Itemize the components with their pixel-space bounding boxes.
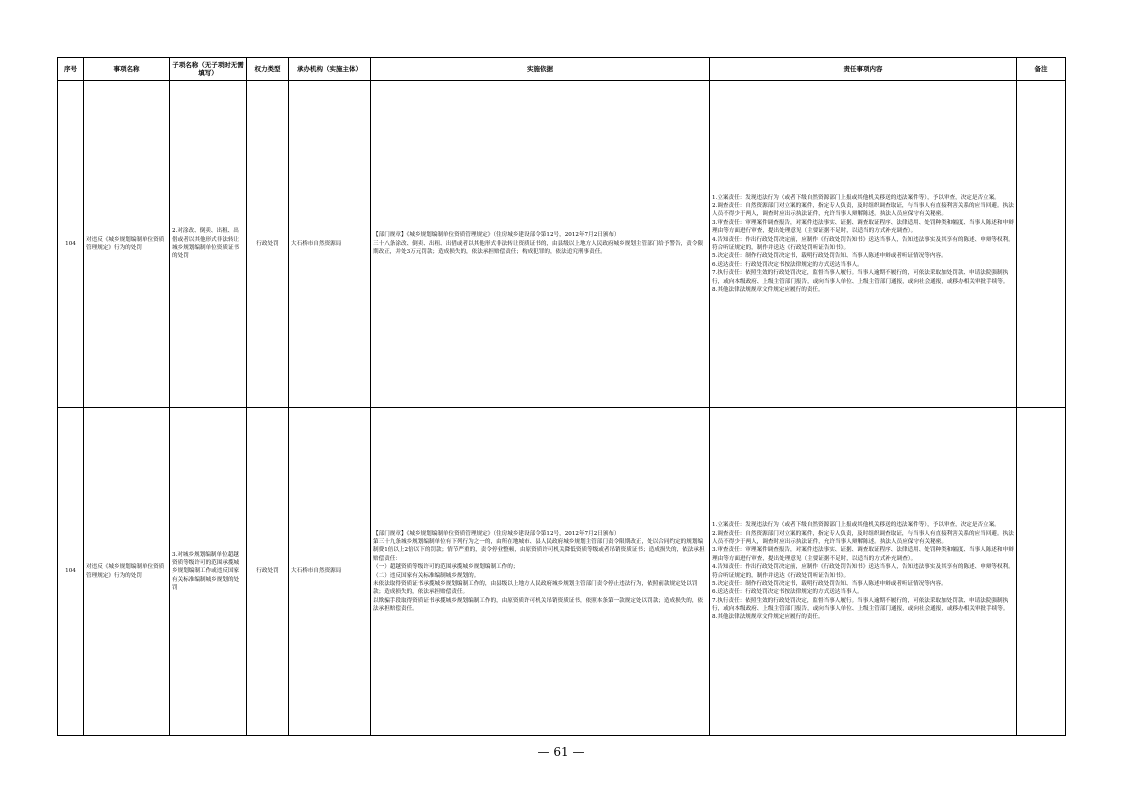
cell-no: 104 bbox=[58, 408, 84, 736]
basis-paragraph: （二）违反国家有关标准编制城乡规划的。 bbox=[373, 572, 480, 579]
cell-sub-item: 3.对城乡规划编制单位超越资质等级许可的范围承揽城乡规划编制工作或违反国家有关标准编制城乡规划的处罚 bbox=[170, 408, 247, 736]
responsibility-item: 1.立案责任：发现违法行为（或者下级自然资源部门上报或其他机关移送的违法案件等），予以审查，决定是否立案。 bbox=[712, 522, 1000, 529]
cell-item-name: 对违反《城乡规划编制单位资质管理规定》行为的处罚 bbox=[84, 81, 170, 408]
responsibility-item: 3.审查责任：审理案件调查报告，对案件违法事实、证据、调查取证程序、法律适用、处罚种类和幅度、当事人陈述和申辩理由等方面进行审查，提出处理意见（主要证据不足时，以适当的方式补充调查）。 bbox=[712, 547, 1014, 562]
header-org: 承办机构（实施主体） bbox=[289, 58, 371, 81]
responsibility-item: 2.调查责任：自然资源部门对立案的案件，指定专人负责，及时组织调查取证，与当事人有直接利害关系的应当回避。执法人员不得少于两人，调查时应出示执法证件，允许当事人辩解陈述。执法人员应保守有关秘密。 bbox=[712, 203, 1014, 218]
cell-note bbox=[1017, 408, 1066, 736]
cell-no: 104 bbox=[58, 81, 84, 408]
header-note: 备注 bbox=[1017, 58, 1066, 81]
cell-basis bbox=[371, 408, 710, 736]
header-sub-item: 子项名称（无子项时无需填写） bbox=[170, 58, 247, 81]
table-header-row bbox=[58, 58, 1066, 81]
basis-paragraph: 【部门规章】《城乡规划编制单位资质管理规定》（住房城乡建设部令第12号，2012年7月2日颁布） bbox=[373, 530, 620, 537]
responsibility-item: 2.调查责任：自然资源部门对立案的案件，指定专人负责，及时组织调查取证，与当事人有直接利害关系的应当回避。执法人员不得少于两人，调查时应出示执法证件，允许当事人辩解陈述。执法人员应保守有关秘密。 bbox=[712, 530, 1014, 545]
responsibility-item: 7.执行责任：依照生效的行政处罚决定，监督当事人履行。当事人逾期不履行的，可依法采取加处罚款、申请法院强制执行，或向本级政府、上级主管部门报告，或向当事人单位、上级主管部门通报，或向社会通报，或移办相关审批手续等。 bbox=[712, 270, 1009, 285]
basis-paragraph: 三十八条涂改、倒卖、出租、出借或者以其他形式非法转让资质证书的，由县级以上地方人民政府城乡规划主管部门给予警告，责令限期改正，并处3万元罚款；造成损失的，依法承担赔偿责任；构成犯罪的，依法追究刑事责任。 bbox=[373, 240, 704, 256]
header-responsibility: 责任事项内容 bbox=[710, 58, 1017, 81]
cell-org: 大石桥市自然资源局 bbox=[289, 81, 371, 408]
page-number: — 61 — bbox=[537, 745, 585, 759]
cell-power-type: 行政处罚 bbox=[247, 81, 289, 408]
responsibility-item: 8.其他法律法规规章文件规定应履行的责任。 bbox=[712, 614, 824, 621]
header-power-type: 权力类型 bbox=[247, 58, 289, 81]
table-row bbox=[58, 408, 1066, 736]
responsibility-item: 4.告知责任：作出行政处罚决定前，应制作《行政处罚告知书》送达当事人，告知违法事实及其享有的陈述、申辩等权利。符合听证规定的，制作并送达《行政处罚听证告知书》。 bbox=[712, 236, 1014, 251]
cell-basis bbox=[371, 81, 710, 408]
header-item-name: 事项名称 bbox=[84, 58, 170, 81]
responsibility-item: 4.告知责任：作出行政处罚决定前，应制作《行政处罚告知书》送达当事人，告知违法事实及其享有的陈述、申辩等权利。符合听证规定的，制作并送达《行政处罚听证告知书》。 bbox=[712, 564, 1014, 579]
cell-org: 大石桥市自然资源局 bbox=[289, 408, 371, 736]
responsibility-item: 5.决定责任：制作行政处罚决定书，载明行政处罚告知、当事人陈述申辩或者听证情况等内容。 bbox=[712, 253, 947, 260]
basis-paragraph: 以欺骗手段取得资质证书承揽城乡规划编制工作的，由原资质许可机关吊销资质证书，依照本条第一款规定处以罚款；造成损失的，依法承担赔偿责任。 bbox=[373, 597, 704, 613]
header-basis: 实施依据 bbox=[371, 58, 710, 81]
basis-paragraph: 第三十九条城乡规划编制单位有下列行为之一的，由所在地城市、县人民政府城乡规划主管部门责令限期改正，处以合同约定的规划编制费1倍以上2倍以下的罚款；情节严重的，责令停业整顿，由原资质许可机关降低资质等级或者吊销资质证书；造成损失的，依法承担赔偿责任： bbox=[373, 538, 705, 562]
table-row bbox=[58, 81, 1066, 408]
responsibility-item: 8.其他法律法规规章文件规定应履行的责任。 bbox=[712, 286, 824, 293]
header-no: 序号 bbox=[58, 58, 84, 81]
basis-paragraph: 未依法取得资质证书承揽城乡规划编制工作的，由县级以上地方人民政府城乡规划主管部门责令停止违法行为，依照前款规定处以罚款；造成损失的，依法承担赔偿责任。 bbox=[373, 580, 698, 596]
powers-table bbox=[57, 57, 1066, 736]
cell-responsibility bbox=[710, 81, 1017, 408]
basis-paragraph: （一）超越资质等级许可的范围承揽城乡规划编制工作的； bbox=[373, 564, 519, 571]
cell-responsibility bbox=[710, 408, 1017, 736]
cell-item-name: 对违反《城乡规划编制单位资质管理规定》行为的处罚 bbox=[84, 408, 170, 736]
responsibility-item: 5.决定责任：制作行政处罚决定书，载明行政处罚告知、当事人陈述申辩或者听证情况等内容。 bbox=[712, 580, 947, 587]
responsibility-item: 7.执行责任：依照生效的行政处罚决定，监督当事人履行。当事人逾期不履行的，可依法采取加处罚款、申请法院强制执行，或向本级政府、上级主管部门报告，或向当事人单位、上级主管部门通报，或向社会通报，或移办相关审批手续等。 bbox=[712, 597, 1009, 613]
basis-paragraph: 【部门规章】《城乡规划编制单位资质管理规定》（住房城乡建设部令第12号，2012年7月2日颁布） bbox=[373, 232, 620, 239]
responsibility-item: 3.审查责任：审理案件调查报告，对案件违法事实、证据、调查取证程序、法律适用、处罚种类和幅度、当事人陈述和申辩理由等方面进行审查，提出处理意见（主要证据不足时，以适当的方式补充调查）。 bbox=[712, 219, 1014, 235]
cell-sub-item: 2.对涂改、倒卖、出租、出借或者以其他形式非法转让城乡规划编制单位资质证书的处罚 bbox=[170, 81, 247, 408]
responsibility-item: 6.送达责任：行政处罚决定书按法律规定的方式送达当事人。 bbox=[712, 589, 863, 596]
responsibility-item: 6.送达责任：行政处罚决定书按法律规定的方式送达当事人。 bbox=[712, 261, 863, 268]
responsibility-item: 1.立案责任：发现违法行为（或者下级自然资源部门上报或其他机关移送的违法案件等），予以审查，决定是否立案。 bbox=[712, 194, 1000, 201]
cell-note bbox=[1017, 81, 1066, 408]
cell-power-type: 行政处罚 bbox=[247, 408, 289, 736]
